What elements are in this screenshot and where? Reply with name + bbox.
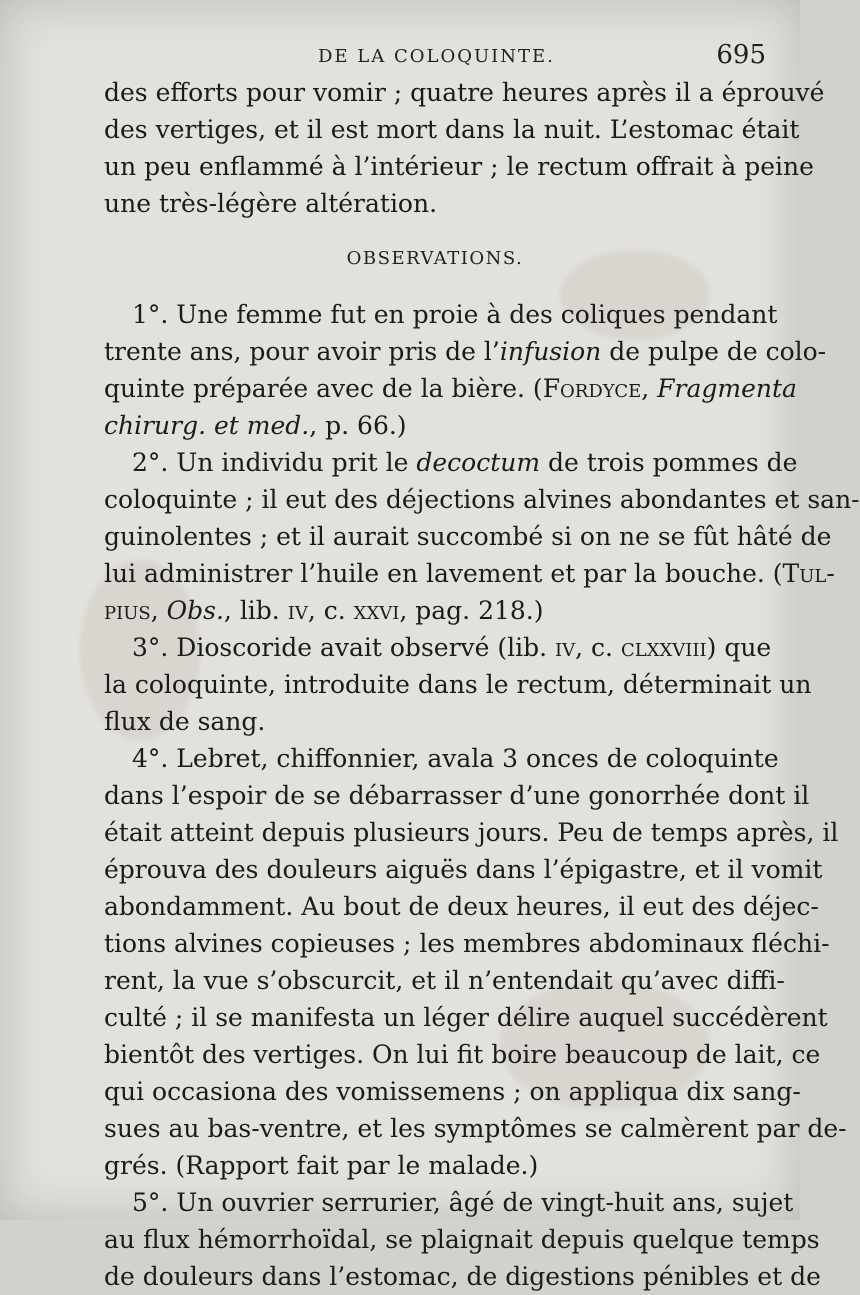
roman-numeral: clxxviii (620, 633, 707, 662)
text-line (104, 444, 798, 481)
text-line: sues au bas-ventre, et les symptômes se calmèrent par de- (104, 1114, 847, 1143)
text-span: trente ans, pour avoir pris de l’ (104, 337, 500, 366)
page-header (0, 40, 800, 76)
text-line (104, 370, 797, 407)
opening-paragraph (104, 74, 825, 222)
text-line: un peu enflammé à l’intérieur ; le rectum offrait à peine (104, 152, 814, 181)
text-line: abondamment. Au bout de deux heures, il eut des déjec- (104, 892, 819, 921)
text-span: 2°. Un individu prit le (132, 448, 417, 477)
text-line: coloquinte ; il eut des déjections alvines abondantes et san- (104, 485, 860, 514)
text-line: 5°. Un ouvrier serrurier, âgé de vingt-huit ans, sujet (132, 1188, 794, 1217)
observation-3 (104, 629, 812, 740)
main-text (104, 74, 860, 1295)
text-line (104, 555, 835, 592)
text-line (104, 333, 827, 370)
text-line: au flux hémorrhoïdal, se plaignait depuis quelque temps (104, 1225, 820, 1254)
text-line: éprouva des douleurs aiguës dans l’épigastre, et il vomit (104, 855, 823, 884)
text-line (104, 592, 766, 629)
text-line: culté ; il se manifesta un léger délire auquel succédèrent (104, 1003, 828, 1032)
text-span: de pulpe de colo- (601, 337, 827, 366)
roman-numeral: iv (287, 596, 308, 625)
author-name: Fordyce (542, 374, 642, 403)
author-name: pius (104, 596, 151, 625)
text-line: était atteint depuis plusieurs jours. Peu de temps après, il (104, 818, 839, 847)
text-line: 4°. Lebret, chiffonnier, avala 3 onces de coloquinte (132, 744, 779, 773)
text-span: ) que (706, 633, 772, 662)
text-line: la coloquinte, introduite dans le rectum, déterminait un (104, 670, 812, 699)
text-line: guinolentes ; et il aurait succombé si on ne se fût hâté de (104, 522, 832, 551)
text-span: lui administrer l’huile en lavement et par la bouche. ( (104, 559, 783, 588)
text-span: , lib. (223, 596, 288, 625)
text-line: rent, la vue s’obscurcit, et il n’entendait qu’avec diffi- (104, 966, 785, 995)
text-span: , c. (307, 596, 354, 625)
text-line: une très-légère altération. (104, 189, 438, 218)
text-span: , pag. 218.) (399, 596, 544, 625)
text-span: 3°. Dioscoride avait observé (lib. (132, 633, 556, 662)
text-span: , p. 66.) (309, 411, 407, 440)
observations-heading: OBSERVATIONS. (346, 248, 524, 269)
italic-title: chirurg. et med. (104, 411, 310, 440)
text-span: , c. (575, 633, 621, 662)
page-number: 695 (716, 40, 766, 70)
text-span: , (641, 374, 658, 403)
author-name: Tul- (782, 559, 835, 588)
text-line (104, 407, 766, 444)
text-line: des vertiges, et il est mort dans la nuit. L’estomac était (104, 115, 800, 144)
italic-term: infusion (499, 337, 602, 366)
text-line: bientôt des vertiges. On lui fit boire beaucoup de lait, ce (104, 1040, 821, 1069)
text-span: 1°. Une femme fut en proie à des coliques pendant (132, 300, 778, 329)
running-head: DE LA COLOQUINTE. (318, 46, 555, 67)
observation-4 (104, 740, 847, 1184)
observation-1 (104, 296, 827, 444)
roman-numeral: iv (555, 633, 576, 662)
observation-2 (104, 444, 860, 629)
text-line: grés. (Rapport fait par le malade.) (104, 1151, 539, 1180)
text-line: des efforts pour vomir ; quatre heures après il a éprouvé (104, 78, 825, 107)
italic-title: Fragmenta (657, 374, 797, 403)
text-line: qui occasiona des vomissemens ; on appliqua dix sang- (104, 1077, 801, 1106)
observation-5 (104, 1184, 821, 1295)
text-line (104, 629, 772, 666)
text-line (104, 296, 778, 333)
text-line: flux de sang. (104, 707, 266, 736)
text-line: dans l’espoir de se débarrasser d’une gonorrhée dont il (104, 781, 810, 810)
italic-title: Obs. (166, 596, 224, 625)
italic-term: decoctum (416, 448, 541, 477)
text-span: , (150, 596, 167, 625)
text-span: quinte préparée avec de la bière. ( (104, 374, 543, 403)
roman-numeral: xxvi (353, 596, 400, 625)
text-span: de trois pommes de (540, 448, 798, 477)
text-line: de douleurs dans l’estomac, de digestions pénibles et de (104, 1262, 821, 1291)
text-line: tions alvines copieuses ; les membres abdominaux fléchi- (104, 929, 830, 958)
